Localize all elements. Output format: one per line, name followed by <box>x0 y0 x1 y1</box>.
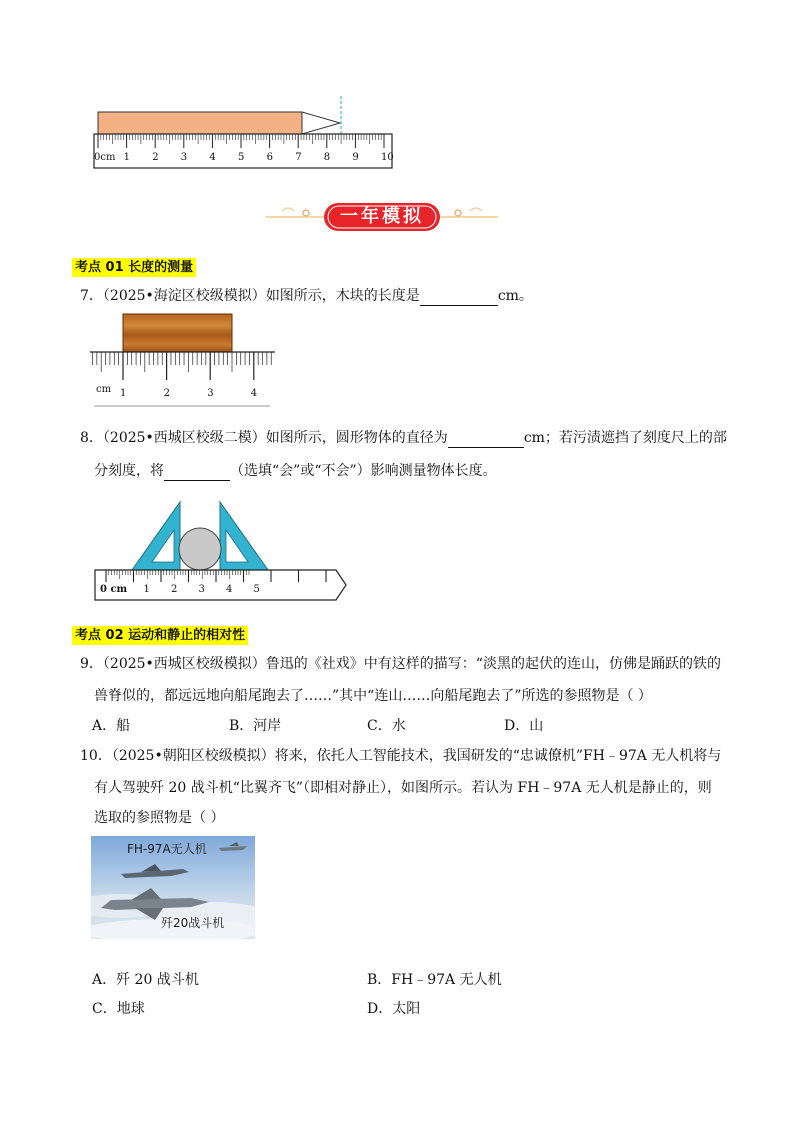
q7-ruler-number: 2 <box>163 388 170 399</box>
q10-option-a[interactable]: A．歼 20 战斗机 <box>92 972 199 988</box>
top-ruler-number: 5 <box>238 152 245 163</box>
top-ruler-unit: 0cm <box>94 152 116 163</box>
top-ruler-number: 7 <box>295 152 302 163</box>
q9-text-2: 兽脊似的，都远远地向船尾跑去了……”其中“连山……向船尾跑去了”所选的参照物是（ ） <box>94 688 652 704</box>
q8-answer-blank-2[interactable] <box>164 464 230 481</box>
top-ruler-number: 8 <box>323 152 331 163</box>
question-8 <box>80 428 727 448</box>
q8-ruler-number: 5 <box>253 584 260 595</box>
q8-answer-blank-1[interactable] <box>448 431 524 448</box>
topic-1-title: 考点 01 长度的测量 <box>72 258 196 277</box>
q7-figure <box>90 312 275 408</box>
q8-number: 8． <box>80 430 103 446</box>
question-10-line-3 <box>94 808 224 828</box>
q8-ruler-unit: 0 cm <box>100 584 128 595</box>
top-ruler-number: 6 <box>266 152 273 163</box>
q7-ruler-number: 4 <box>250 388 258 399</box>
q8-ruler-number: 3 <box>198 584 205 595</box>
q10-text-3: 选取的参照物是（ ） <box>94 810 225 826</box>
q9-option-c[interactable]: C．水 <box>367 718 406 734</box>
q8-figure <box>92 496 352 604</box>
q10-number: 10． <box>80 748 112 764</box>
q8-text-1: （2025•西城区校级二模）如图所示，圆形物体的直径为 <box>102 430 448 446</box>
top-ruler-number: 9 <box>352 152 359 163</box>
q7-ruler-number: 3 <box>207 388 214 399</box>
q9-option-d[interactable]: D．山 <box>504 718 544 734</box>
q8-text-4: （选填“会”或“不会”）影响测量物体长度。 <box>230 463 497 479</box>
q9-number: 9． <box>80 656 103 672</box>
topic-2-title: 考点 02 运动和静止的相对性 <box>72 626 248 645</box>
q9-option-a[interactable]: A．船 <box>92 718 131 734</box>
top-ruler-number: 1 <box>123 152 130 163</box>
q8-text-3: 分刻度，将 <box>94 463 164 479</box>
q10-option-d[interactable]: D．太阳 <box>367 1001 421 1017</box>
q7-answer-blank[interactable] <box>420 289 498 306</box>
q8-text-2: cm；若污渍遮挡了刻度尺上的部 <box>523 430 727 446</box>
question-10-line-2 <box>94 778 712 798</box>
q8-ruler-number: 4 <box>226 584 233 595</box>
q8-ruler-number: 1 <box>143 584 150 595</box>
q9-option-b[interactable]: B．河岸 <box>229 718 282 734</box>
photo-label-drone: FH-97A无人机 <box>127 842 207 856</box>
question-10 <box>80 746 721 766</box>
top-ruler-number: 10 <box>381 152 394 163</box>
topic-heading-2 <box>72 624 248 645</box>
question-7 <box>80 286 533 306</box>
triangles-circle-ruler <box>92 496 352 604</box>
q10-option-b[interactable]: B．FH﹣97A 无人机 <box>367 972 502 988</box>
section-banner <box>262 200 502 234</box>
q7-ruler-unit: cm <box>96 384 112 395</box>
q7-text: 如图所示，木块的长度是 <box>265 288 420 304</box>
q10-text-2: 有人驾驶歼 20 战斗机“比翼齐飞”（即相对静止），如图所示。若认为 FH﹣97A 无人机是静止的，则 <box>94 780 712 796</box>
top-ruler-number: 3 <box>180 152 188 163</box>
photo-label-fighter: 歼20战斗机 <box>161 916 225 930</box>
q7-unit: cm。 <box>497 288 533 304</box>
question-8-line-2 <box>94 461 497 481</box>
question-9 <box>80 654 721 674</box>
banner-text: 一年模拟 <box>340 206 424 227</box>
topic-heading-1 <box>72 256 196 277</box>
q7-source: （2025•海淀区校级模拟） <box>102 288 266 304</box>
q10-option-c[interactable]: C．地球 <box>92 1001 145 1017</box>
aircraft-photo <box>91 836 255 939</box>
top-ruler-number: 4 <box>209 152 216 163</box>
wood-block-ruler <box>90 312 275 408</box>
q7-ruler-number: 1 <box>120 388 127 399</box>
top-ruler-number: 2 <box>152 152 159 163</box>
question-9-line-2 <box>94 686 652 706</box>
q9-text-1: （2025•西城区校级模拟）鲁迅的《社戏》中有这样的描写：“淡黑的起伏的连山，仿佛是踊跃的铁的 <box>102 656 721 672</box>
q10-text-1: （2025•朝阳区校级模拟）将来，依托人工智能技术，我国研发的“忠诚僚机”FH﹣97A 无人机将与 <box>111 748 722 764</box>
q7-number: 7． <box>80 288 103 304</box>
pencil-ruler-figure <box>90 92 400 174</box>
q8-ruler-number: 2 <box>171 584 178 595</box>
